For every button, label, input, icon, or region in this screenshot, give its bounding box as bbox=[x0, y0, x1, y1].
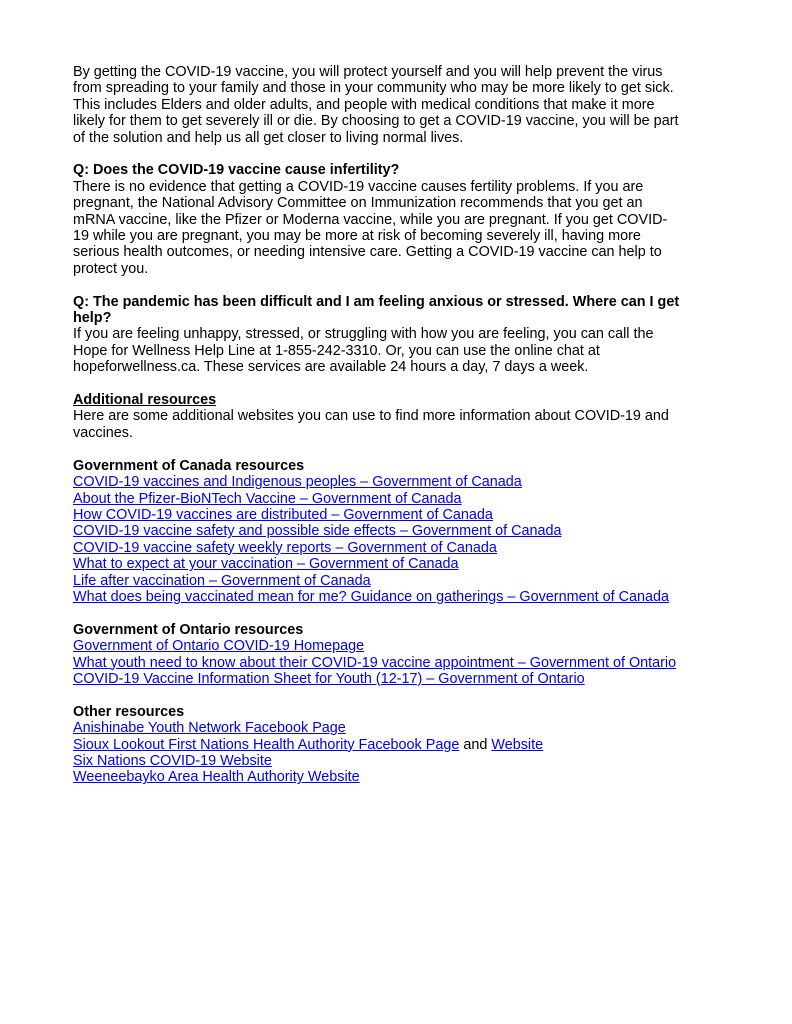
link-vaccines-indigenous[interactable]: COVID-19 vaccines and Indigenous peoples – Government of Canada bbox=[73, 474, 522, 491]
faq-question-infertility: Q: Does the COVID-19 vaccine cause infertility? bbox=[73, 162, 400, 179]
link-youth-appointment[interactable]: What youth need to know about their COVID-19 vaccine appointment – Government of Ontario bbox=[73, 654, 677, 671]
link-vaccines-distributed[interactable]: How COVID-19 vaccines are distributed – Government of Canada bbox=[73, 506, 493, 523]
canada-resources-heading: Government of Canada resources bbox=[73, 457, 305, 474]
link-sioux-lookout-website[interactable]: Website bbox=[491, 736, 544, 753]
link-six-nations[interactable]: Six Nations COVID-19 Website bbox=[73, 752, 272, 769]
link-safety-weekly-reports[interactable]: COVID-19 vaccine safety weekly reports – Government of Canada bbox=[73, 539, 497, 556]
link-sioux-lookout-facebook[interactable]: Sioux Lookout First Nations Health Authority Facebook Page bbox=[73, 736, 460, 753]
link-youth-info-sheet[interactable]: COVID-19 Vaccine Information Sheet for Youth (12-17) – Government of Ontario bbox=[73, 670, 585, 687]
link-pfizer-biontech[interactable]: About the Pfizer-BioNTech Vaccine – Government of Canada bbox=[73, 490, 462, 507]
link-ontario-homepage[interactable]: Government of Ontario COVID-19 Homepage bbox=[73, 638, 365, 655]
other-resources-heading: Other resources bbox=[73, 703, 185, 720]
link-guidance-gatherings[interactable]: What does being vaccinated mean for me? Guidance on gatherings – Government of Canada bbox=[73, 588, 669, 605]
link-what-to-expect[interactable]: What to expect at your vaccination – Government of Canada bbox=[73, 556, 459, 573]
intro-paragraph: By getting the COVID-19 vaccine, you will protect yourself and you will help prevent the virus from spreading to your family and those in your community who may be more likely to get sick. This includes Elders and older adults, and people with medical conditions that make it more likely for them to get severely ill or die. By choosing to get a COVID-19 vaccine, you will be part of the solution and help us all get closer to living normal lives. bbox=[73, 64, 679, 146]
link-weeneebayko[interactable]: Weeneebayko Area Health Authority Website bbox=[73, 769, 360, 786]
link-life-after-vaccination[interactable]: Life after vaccination – Government of Canada bbox=[73, 572, 371, 589]
faq-question-help: Q: The pandemic has been difficult and I am feeling anxious or stressed. Where can I get help? bbox=[73, 293, 680, 327]
link-anishinabe-youth[interactable]: Anishinabe Youth Network Facebook Page bbox=[73, 720, 346, 737]
additional-resources-text: Here are some additional websites you can use to find more information about COVID-19 and vaccines. bbox=[73, 408, 669, 441]
additional-resources-heading: Additional resources bbox=[73, 392, 217, 409]
faq-answer-infertility: There is no evidence that getting a COVID-19 vaccine causes fertility problems. If you are pregnant, the National Advisory Committee on Immunization recommends that you get an mRNA vaccine, like the Pfizer or Moderna vaccine, while you are pregnant. If you get COVID-19 while you are pregnant, you may be more at risk of becoming severely ill, having more serious health outcomes, or needing intensive care. Getting a COVID-19 vaccine can help to protect you. bbox=[73, 178, 668, 277]
document-page bbox=[73, 64, 683, 786]
faq-answer-help: If you are feeling unhappy, stressed, or struggling with how you are feeling, you can call the Hope for Wellness Help Line at 1-855-242-3310. Or, you can use the online chat at hopeforwellness.ca. These services are available 24 hours a day, 7 days a week. bbox=[73, 326, 654, 376]
ontario-resources-heading: Government of Ontario resources bbox=[73, 621, 304, 638]
and-text: and bbox=[459, 736, 492, 753]
link-safety-side-effects[interactable]: COVID-19 vaccine safety and possible side effects – Government of Canada bbox=[73, 523, 562, 540]
